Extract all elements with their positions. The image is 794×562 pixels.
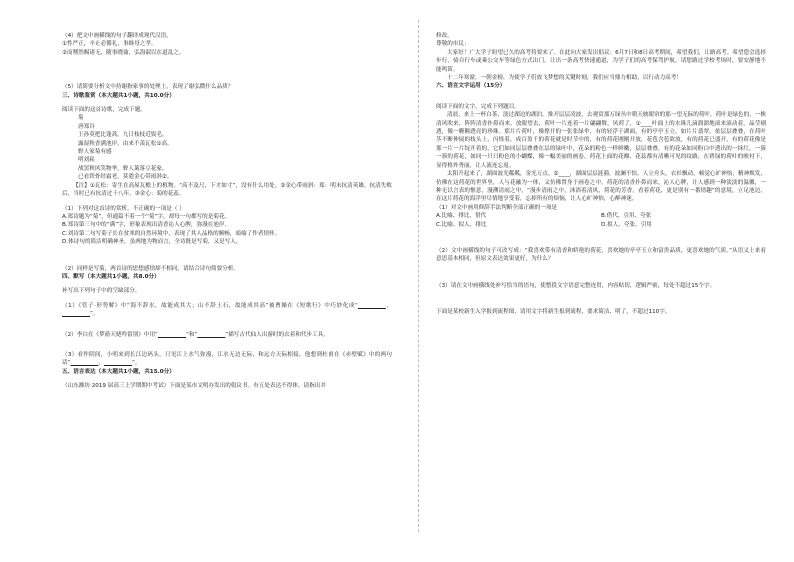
option-b-right: B.借代、引用、夸张	[601, 213, 652, 220]
letter-paragraph-2: 十二年寒窗，一朝金榜，为使学子们放飞梦想的关键时刻，我们应当鼎力相助，以行动力高考！	[447, 75, 682, 82]
section-4-instruction: 补写出下列句子中的空缺部分。	[62, 288, 141, 295]
q2-prompt: （2）同样是写菊，两首诗的思想感情却不相同，请结合诗句简要分析。	[62, 265, 239, 272]
option-c: C.刘诗第二句写菊子长在贫寒的自然环境中，表现了其人品格的顺畅，暗喻了作者情怀。	[62, 230, 281, 237]
option-b: B.郑诗第三句中的“满”字，形象表现出清香沁人心脾，弥漫在池岸。	[62, 222, 231, 229]
poem-line-2: 露湿秋香满池岸，由来不羡瓦松①高。	[78, 140, 173, 147]
q1-prompt: （1）下列对这首诗的赏析，不正确的一项是（ ）	[62, 205, 185, 212]
q4-sentence-2: ②而嘿然赐诸无，随事晓谕，弘海淑以在道乱之。	[62, 49, 185, 56]
q1-options	[436, 212, 766, 229]
q2-prompt-right: （2）文中画横线的句子可改写成：“我喜欢带有清香和娇艳的荷花，喜欢她的亭亭玉立和富贵品质，更喜欢她的气质。”从语义上来看意思基本相同，但原文表达效果更好，为什么？	[436, 247, 766, 263]
option-a-right: A.比喻、排比、借代	[436, 213, 487, 220]
section-5-heading: 五、语言表达（本大题共1小题，共15.0分）	[62, 368, 175, 375]
poem-note: 【注】①瓦松：寄生在高屋瓦檐上的植物。“高不及尺，下才如寸”，没有什么用处。②金心带雨斜：郑：明末抗清英雄，抗清失败后，当时已有抗清过十八年。③金心：菊的花蕊。	[62, 182, 392, 198]
option-d-right: D.拟人、夸张、引用	[601, 221, 652, 228]
q5-prompt: （5）请简要分析文中持谢指家事的处理上，表现了谢弘微什么品质？	[62, 84, 234, 91]
memorize-3: （3）看作阴间，小明来到长江边码头，只见江上水气弥漫，江水无边无际，和远方天际相接，他想到杜甫在《赤壁赋》中的两句话“__________，__________”。	[62, 351, 392, 367]
q1-prompt-right: （1）对文中画用修辞手法判断全部正确的一项是	[436, 204, 558, 211]
passage-paragraph-2: 太阳升起来了，湖面波光粼粼，金光万点。②____，湖面层层涟漪，波澜不惊，人立舟头，衣衫飘动，顿觉心旷神怡，精神焕发，仿佛在这荷花的世界里，人与花融为一体，又仿佛置身于画卷之中。荷花的清香扑鼻而来，沁人心脾，让人感到一种淡淡的温馨，一种无以言表的惬意，漫溯清雨之中，“漫步清雨之中，沐浴着清风，荷花的芳香，看着荷花，更是别有一番情趣”的意境，立足池边，在这片荷花的海洋里尽情地享受着，忘掉所有的烦恼，让人心旷神怡，心醉神迷。	[436, 171, 766, 203]
memorize-1: （1）《管子·形势解》中“海不辞水，故能成其大；山不辞土石，故能成其高”被曹操在《短歌行》中巧妙化成“__________，__________”。	[62, 302, 392, 318]
poem-line-1: 王孙莫把比蓬蒿，九日枝枝近鬓毛。	[78, 132, 168, 139]
section-3-heading: 三、诗歌鉴赏（本大题共1小题，共10.0分）	[62, 92, 175, 99]
poem-title-2: 野人家菊有感	[78, 149, 112, 156]
q4-sentence-1: ①性严正，辛止必循礼，事继母之孝。	[62, 41, 157, 48]
q3-prompt-right: （3）请在文中画横线处补写恰当的语句，使整段文字语意完整连贯，内容贴切，逻辑严密，每处不超过15个字。	[436, 282, 716, 289]
option-d: D.体诗句的简洁明确神圣，虽两地为物而言，全诗既是写菊，又是写人。	[62, 239, 242, 246]
left-column	[62, 32, 392, 522]
option-c-right: C.比喻、拟人、排比	[436, 221, 487, 228]
q4-prompt-right: 下面是某校新生入学报到流程图，请用文字将新生报到流程，要求简洁、明了，不超过110字。	[436, 309, 671, 316]
poem-line-3: 战罢秋风笑物华，野人篱落豆花家。	[78, 165, 168, 172]
section-4-heading: 四、默写（本大题共1小题，共8.0分）	[62, 273, 160, 280]
option-a: A.郑诗题为“菊”，但通篇不着一个“菊”字，却每一句都写的是菊花。	[62, 213, 231, 220]
right-line-1: 修改。	[436, 33, 453, 39]
q4-prompt: （4）把文中画横线的句子翻译成现代汉语。	[62, 33, 172, 39]
passage-paragraph-1: 清晨，来上一杯白茶，淡过湖边的湖泊。推开层层凌波，去观赏那万绿丛中朝天映眼帘的那一望无际的荷叶，荷叶是绿色的，一株清风吹来，阵阵清香扑鼻而来，放眼望去，荷叶一片连着一片翩翩舞，风荷了，①____叶面上的水珠儿滴溜溜地滚来滚动着，晶莹剔透，像一颗颗透亮的珍珠。那片片荷叶，像撑开的一张张绿伞，有的轻浮于湖面，有的亭亭玉立，如片片翡翠，依层层叠叠，在荷叶茎不断伸展的枝头上，闪烁着，成百盈千的荷花就是时节中的，有的荷花刚刚开放，花苞含苞欲放，有的荷花已盛开，有的荷花像是那一片一片绽开着的，它们如同层层叠叠在层的绿叶中，花朵的粉色一样鲜嫩，层层叠叠，有的花朵如同粉白中透出的一抹红，一簇一簇的荷花，如同一只只粉色的小蝴蝶，像一幅美丽的画卷，荷花上面的花瓣、花蕊都有清晰可见的纹路，在碧绿的荷叶的映衬下，显得格外秀丽，让人流连忘返。	[436, 112, 766, 169]
section-6-heading: 六、语言文字运用（15分）	[436, 83, 506, 90]
poem-author-2: 明刘崧	[78, 157, 95, 164]
column-divider	[418, 20, 419, 532]
letter-paragraph-1: 大家好！广大学子盼望已久的高考将要来了。在此向大家发出倡议：6月7日和8日高考期间，希望我们，让路高考。希望您会选择步行、骑自行车或乘公交车等绿色方式出门，让出一条高考快速通道，为学子们的高考保驾护航。请您路过学校考场时，要安静地不能鸣笛。	[436, 49, 766, 73]
section-6-instruction: 阅读下面的文字，完成下列题目。	[436, 103, 520, 110]
section-5-text: （山东潍坊 2019 届高三上学期期中考试）下面是某市文明办发出的倡议书。有五处表达不得体，请指出并	[62, 383, 326, 390]
poem-author: 唐郑谷	[78, 123, 95, 130]
poem-title: 菊	[78, 115, 84, 122]
memorize-2: （2）李白在《梦游天姥吟留别》中用“__________”和“__________”描写古代仙人出游时的衣着和代步工具。	[62, 331, 329, 338]
right-column	[436, 32, 766, 522]
section-3-instruction: 阅读下面的这首诗歌，完成下题。	[62, 107, 146, 114]
letter-salutation: 尊敬的市民：	[436, 41, 470, 48]
poem-line-4: 已看铁骨经霜老，莫遣金心带雨斜②。	[78, 174, 173, 181]
